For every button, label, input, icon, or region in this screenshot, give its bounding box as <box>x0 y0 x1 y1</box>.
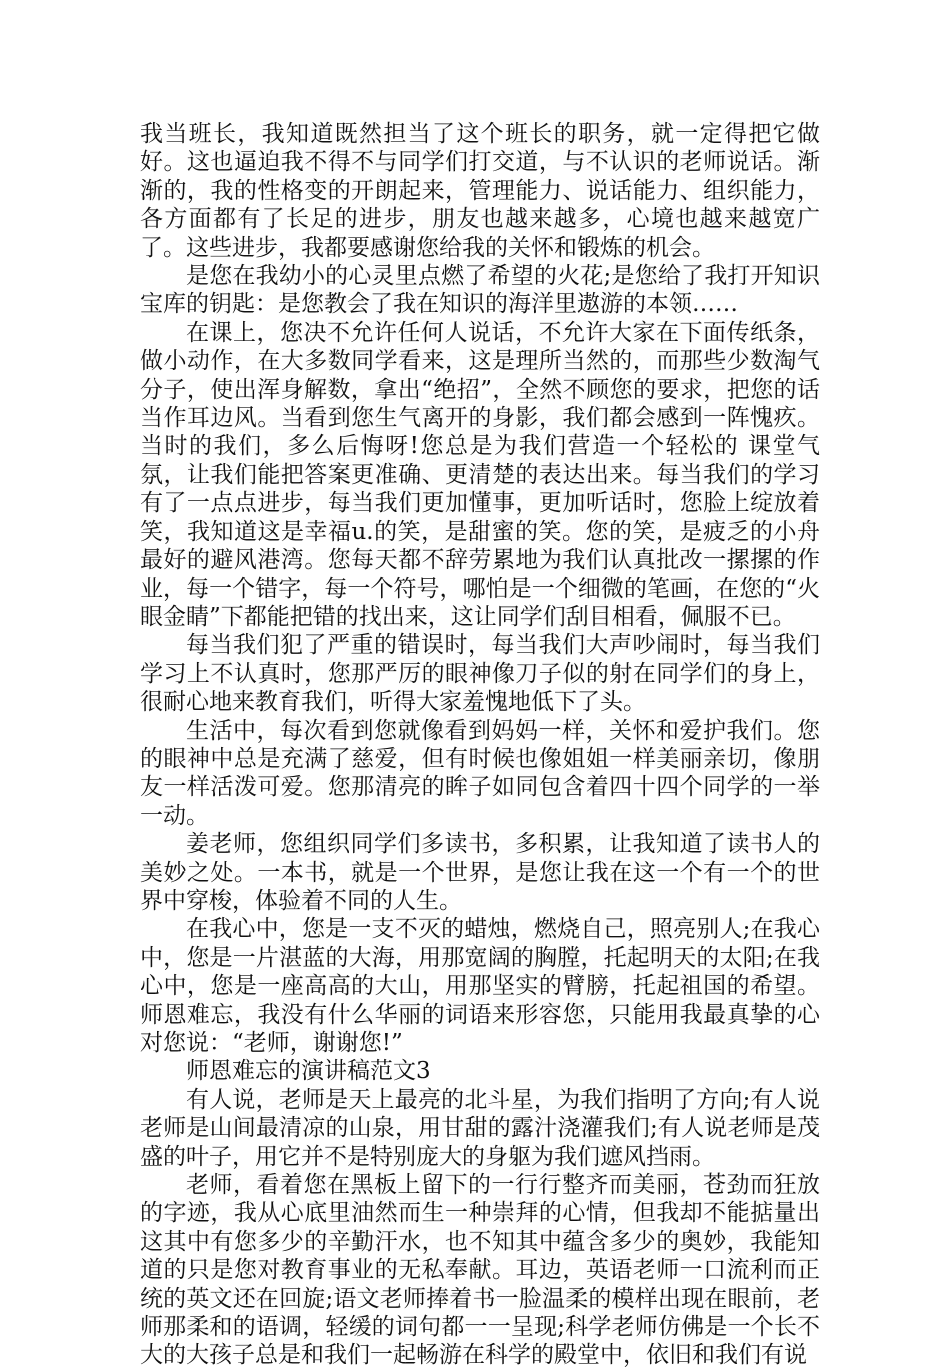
document-page <box>140 120 820 1370</box>
paragraph-blackboard: 老师，看着您在黑板上留下的一行行整齐而美丽，苍劲而狂放的字迹，我从心底里油然而生一种崇拜的心情，但我却不能掂量出这其中有您多少的辛勤汗水，也不知其中蕴含多少的奥妙，我能知道的只是您对教育事业的无私奉献。耳边，英语老师一口流利而正统的英文还在回旋;语文老师捧着书一脸温柔的模样出现在眼前，老师那柔和的语调，轻缓的词句都一一呈现;科学老师仿佛是一个长不大的大孩子总是和我们一起畅游在科学的殿堂中，依旧和我们有说 <box>140 1172 820 1369</box>
paragraph-in-class: 在课上，您决不允许任何人说话，不允许大家在下面传纸条，做小动作，在大多数同学看来，这是理所当然的，而那些少数淘气分子，使出浑身解数，拿出“绝招”，全然不顾您的要求，把您的话当作耳边风。当看到您生气离开的身影，我们都会感到一阵愧疚。当时的我们，多么后悔呀!您总是为我们营造一个轻松的 课堂气氛，让我们能把答案更准确、更清楚的表达出来。每当我们的学习有了一点点进步，每当我们更加懂事，更加听话时，您脸上绽放着笑，我知道这是幸福u.的笑，是甜蜜的笑。您的笑，是疲乏的小舟最好的避风港湾。您每天都不辞劳累地为我们认真批改一摞摞的作业，每一个错字，每一个符号，哪怕是一个细微的笔画，在您的“火眼金睛”下都能把错的找出来，这让同学们刮目相看，佩服不已。 <box>140 319 820 630</box>
paragraph-in-my-heart: 在我心中，您是一支不灭的蜡烛，燃烧自己，照亮别人;在我心中，您是一片湛蓝的大海，用那宽阔的胸膛，托起明天的太阳;在我心中，您是一座高高的大山，用那坚实的臂膀，托起祖国的希望。师恩难忘，我没有什么华丽的词语来形容您，只能用我最真挚的心对您说：“老师，谢谢您!” <box>140 916 820 1056</box>
paragraph-spark-of-hope: 是您在我幼小的心灵里点燃了希望的火花;是您给了我打开知识宝库的钥匙：是您教会了我在知识的海洋里遨游的本领…… <box>140 263 820 318</box>
paragraph-mistakes: 每当我们犯了严重的错误时，每当我们大声吵闹时，每当我们学习上不认真时，您那严厉的眼神像刀子似的射在同学们的身上，很耐心地来教育我们，听得大家羞愧地低下了头。 <box>140 632 820 716</box>
paragraph-in-life: 生活中，每次看到您就像看到妈妈一样，关怀和爱护我们。您的眼神中总是充满了慈爱，但有时候也像姐姐一样美丽亲切，像朋友一样活泼可爱。您那清亮的眸子如同包含着四十四个同学的一举一动。 <box>140 717 820 829</box>
paragraph-reading: 姜老师，您组织同学们多读书，多积累，让我知道了读书人的美妙之处。一本书，就是一个世界，是您让我在这一个有一个的世界中穿梭，体验着不同的人生。 <box>140 831 820 914</box>
section-heading: 师恩难忘的演讲稿范文3 <box>186 1058 431 1085</box>
paragraph-class-monitor: 我当班长，我知道既然担当了这个班长的职务，就一定得把它做好。这也逼迫我不得不与同学们打交道，与不认识的老师说话。渐渐的，我的性格变的开朗起来，管理能力、说话能力、组织能力，各方面都有了长足的进步，朋友也越来越多，心境也越来越宽广了。这些进步，我都要感谢您给我的关怀和锻炼的机会。 <box>140 121 820 261</box>
paragraph-north-star: 有人说，老师是天上最亮的北斗星，为我们指明了方向;有人说老师是山间最清凉的山泉，用甘甜的露汁浇灌我们;有人说老师是茂盛的叶子，用它并不是特别庞大的身躯为我们遮风挡雨。 <box>140 1086 820 1170</box>
